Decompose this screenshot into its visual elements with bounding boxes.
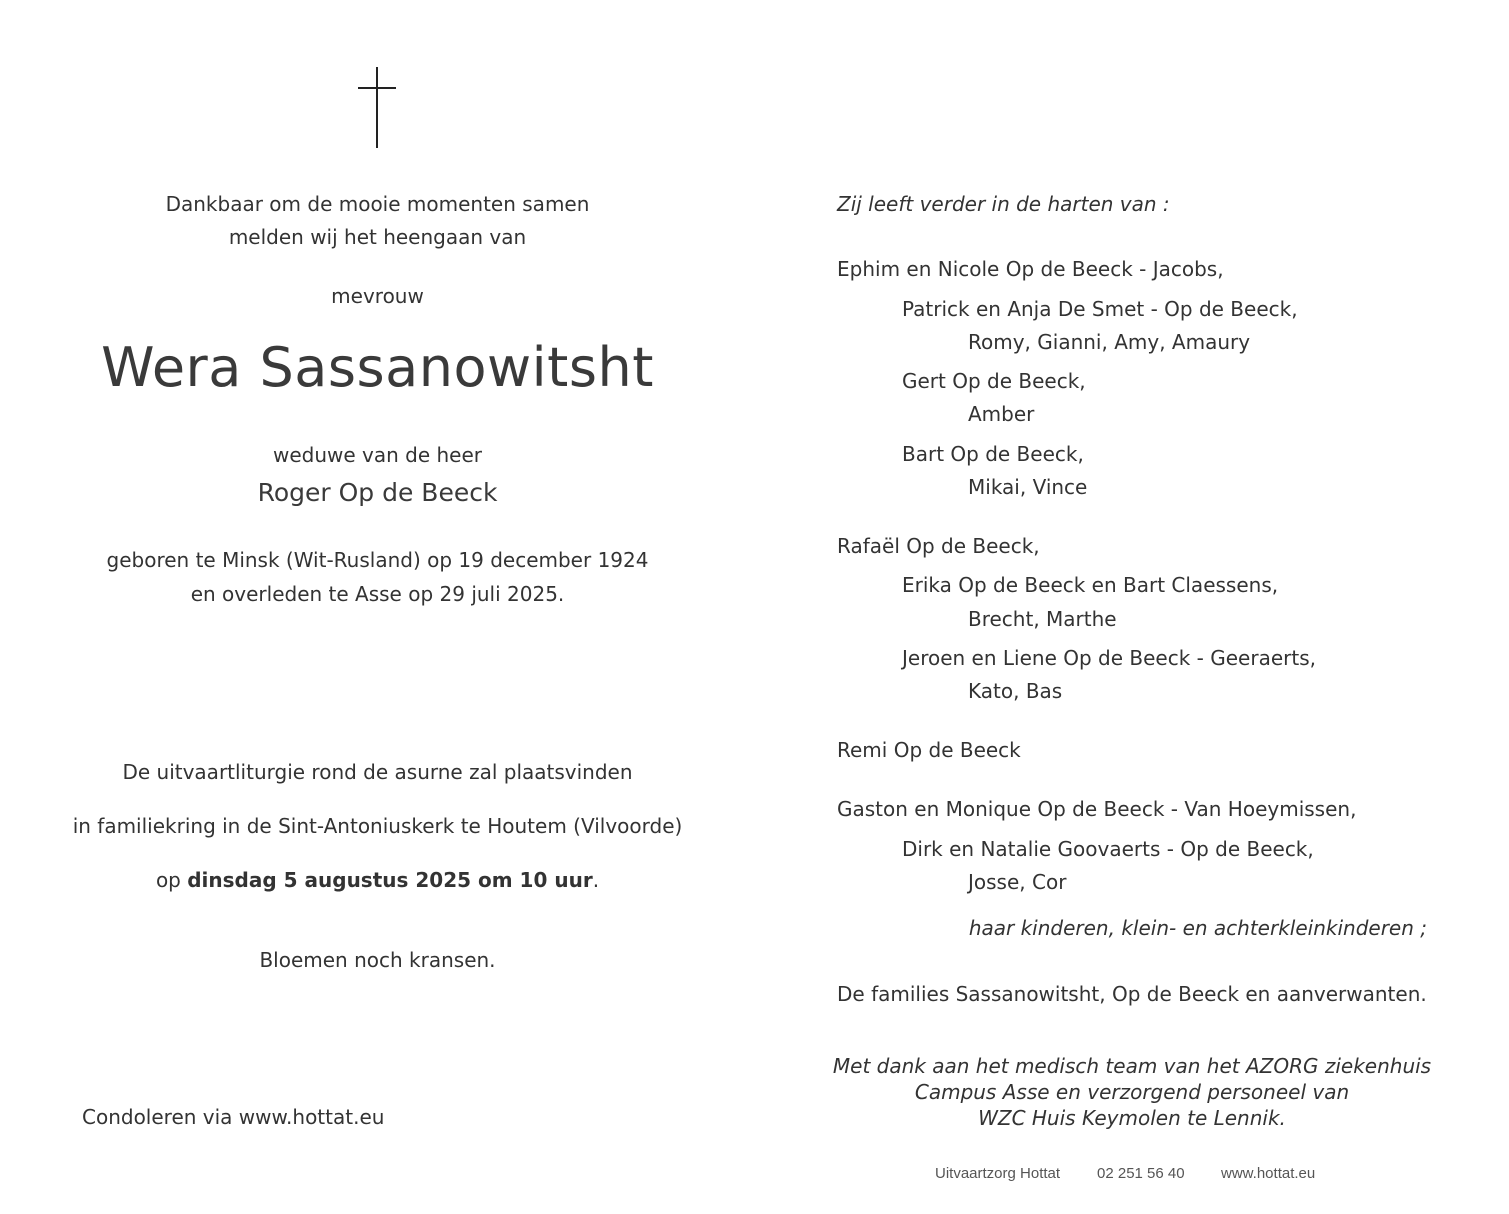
footer-website: www.hottat.eu bbox=[1221, 1165, 1316, 1182]
children-line: haar kinderen, klein- en achterkleinkinderen ; bbox=[968, 916, 1427, 940]
family-line: Remi Op de Beeck bbox=[837, 738, 1021, 762]
family-line: Erika Op de Beeck en Bart Claessens, bbox=[902, 573, 1279, 597]
deceased-name: Wera Sassanowitsht bbox=[101, 336, 654, 399]
families-line: De families Sassanowitsht, Op de Beeck en aanverwanten. bbox=[837, 982, 1427, 1006]
footer-company: Uitvaartzorg Hottat bbox=[935, 1165, 1061, 1182]
family-line: Gaston en Monique Op de Beeck - Van Hoeymissen, bbox=[837, 797, 1357, 821]
service-prefix: op bbox=[155, 868, 188, 892]
salutation: mevrouw bbox=[331, 284, 424, 308]
service-line-2: in familiekring in de Sint-Antoniuskerk te Houtem (Vilvoorde) bbox=[72, 814, 683, 838]
service-date-line bbox=[0, 868, 755, 892]
born-line: geboren te Minsk (Wit-Rusland) op 19 december 1924 bbox=[106, 548, 649, 572]
widow-line: weduwe van de heer bbox=[272, 443, 483, 467]
service-line-1: De uitvaartliturgie rond de asurne zal plaatsvinden bbox=[122, 760, 633, 784]
family-line: Jeroen en Liene Op de Beeck - Geeraerts, bbox=[902, 646, 1316, 670]
thanks-line-1: Met dank aan het medisch team van het AZORG ziekenhuis bbox=[832, 1054, 1432, 1078]
died-line: en overleden te Asse op 29 juli 2025. bbox=[190, 582, 565, 606]
right-heading: Zij leeft verder in de harten van : bbox=[837, 192, 1170, 216]
family-line: Ephim en Nicole Op de Beeck - Jacobs, bbox=[837, 257, 1224, 281]
footer-phone: 02 251 56 40 bbox=[1097, 1165, 1185, 1182]
thanks-line-3: WZC Huis Keymolen te Lennik. bbox=[978, 1106, 1286, 1130]
intro-line-2: melden wij het heengaan van bbox=[228, 225, 527, 249]
family-line: Patrick en Anja De Smet - Op de Beeck, bbox=[902, 297, 1298, 321]
flowers-line: Bloemen noch kransen. bbox=[259, 948, 496, 972]
family-line: Dirk en Natalie Goovaerts - Op de Beeck, bbox=[902, 837, 1314, 861]
service-date: dinsdag 5 augustus 2025 om 10 uur bbox=[187, 868, 593, 892]
service-suffix: . bbox=[592, 868, 600, 892]
family-line: Gert Op de Beeck, bbox=[902, 369, 1086, 393]
family-line: Brecht, Marthe bbox=[968, 607, 1117, 631]
thanks-line-2: Campus Asse en verzorgend personeel van bbox=[914, 1080, 1350, 1104]
intro-line-1: Dankbaar om de mooie momenten samen bbox=[165, 192, 590, 216]
husband-name: Roger Op de Beeck bbox=[257, 478, 498, 507]
condolences-line: Condoleren via www.hottat.eu bbox=[82, 1105, 385, 1129]
family-line: Rafaël Op de Beeck, bbox=[837, 534, 1040, 558]
cross-icon bbox=[356, 67, 398, 149]
family-line: Kato, Bas bbox=[968, 679, 1063, 703]
family-line: Bart Op de Beeck, bbox=[902, 442, 1084, 466]
family-line: Mikai, Vince bbox=[968, 475, 1088, 499]
family-line: Josse, Cor bbox=[968, 870, 1067, 894]
family-line: Romy, Gianni, Amy, Amaury bbox=[968, 330, 1251, 354]
family-line: Amber bbox=[968, 402, 1035, 426]
